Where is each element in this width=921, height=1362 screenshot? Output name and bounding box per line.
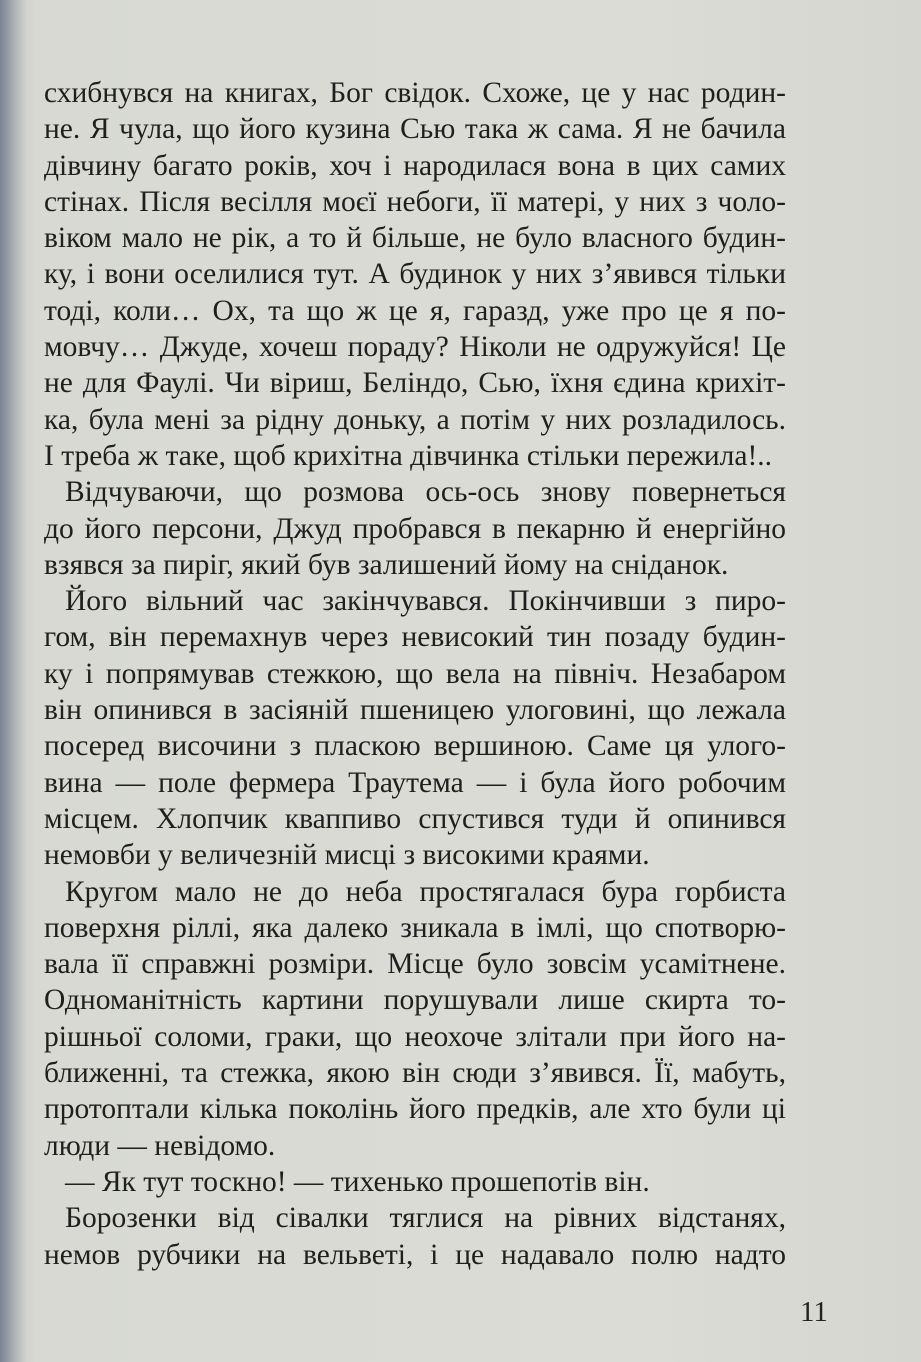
text-line: рішньої соломи, граки, що неохоче злітали при його на- [44,1020,786,1053]
page-number: 11 [800,1296,828,1328]
text-line: віком мало не рік, а то й більше, не було власного будин- [44,222,786,255]
text-line: ка, була мені за рідну доньку, а потім у них розладилось. [44,403,786,436]
text-line: до його персони, Джуд пробрався в пекарню й енергійно [44,512,786,545]
text-line: ку і попрямував стежкою, що вела на північ. Незабаром [44,657,786,690]
text-line: вала її справжні розміри. Місце було зовсім усамітнене. [44,948,786,981]
text-line: не. Я чула, що його кузина Сью така ж сама. Я не бачила [44,113,786,146]
text-line: дівчину багато років, хоч і народилася вона в цих самих [44,149,786,182]
text-line: тоді, коли… Ох, та що ж це я, гаразд, уже про це я по- [44,294,786,327]
text-line: взявся за пиріг, який був залишений йому на сніданок. [44,548,729,581]
text-line: місцем. Хлопчик кваппиво спустився туди й опинився [44,802,786,835]
text-line: протоптали кілька поколінь його предків, але хто були ці [44,1093,786,1126]
text-line: він опинився в засіяній пшеницею улоговині, що лежала [44,694,786,727]
body-text [44,75,786,1273]
text-line: стінах. Після весілля моєї небоги, її матері, у них з чоло- [44,185,786,218]
text-line: Відчуваючи, що розмова ось-ось знову повернеться [65,476,786,509]
text-line: поверхня ріллі, яка далеко зникала в імлі, що спотворю- [44,911,786,944]
text-line: мовчу… Джуде, хочеш пораду? Ніколи не одружуйся! Це [44,331,786,364]
text-line: люди — невідомо. [44,1129,276,1162]
text-line: не для Фаулі. Чи віриш, Беліндо, Сью, їхня єдина крихіт- [44,367,786,400]
text-line: Одноманітність картини порушували лише скирта то- [44,984,786,1017]
text-line: схибнувся на книгах, Бог свідок. Схоже, це у нас родин- [44,77,786,109]
spine-shadow [0,0,26,1362]
text-line: Його вільний час закінчувався. Покінчивши з пиро- [65,585,786,618]
text-line: вина — поле фермера Траутема — і була його робочим [44,766,786,799]
text-line: ку, і вони оселилися тут. А будинок у них з’явився тільки [44,258,786,291]
text-line: І треба ж таке, щоб крихітна дівчинка стільки пережила!.. [44,439,773,472]
text-line: гом, він перемахнув через невисокий тин позаду будин- [44,621,786,654]
text-line: посеред височини з плаcкою вершиною. Саме ця улого- [44,730,786,763]
text-line: немов рубчики на вельветі, і це надавало полю надто [44,1238,786,1271]
text-line: — Як тут тоскно! — тихенько прошепотів він. [65,1165,650,1198]
text-line: Кругом мало не до неба простягалася бура горбиста [65,875,786,908]
text-line: Борозенки від сівалки тяглися на рівних відстанях, [65,1202,786,1235]
text-line: немовби у величезній мисці з високими краями. [44,839,650,872]
text-line: ближенні, та стежка, якою він сюди з’явився. Її, мабуть, [44,1057,786,1090]
